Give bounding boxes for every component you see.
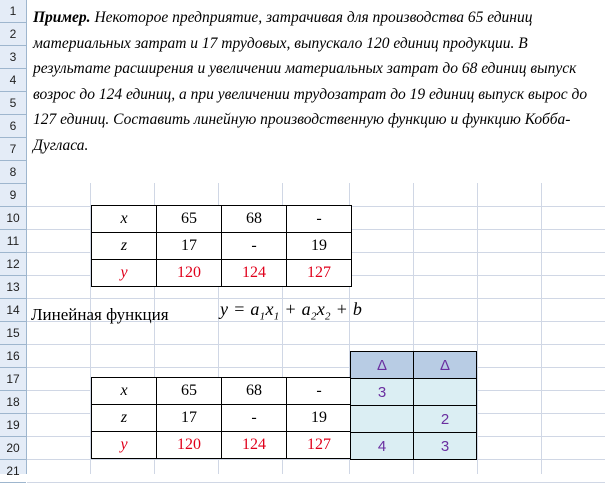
label-x[interactable]: x bbox=[92, 378, 157, 405]
grid-line bbox=[27, 344, 605, 345]
delta-cell[interactable]: 2 bbox=[414, 406, 477, 433]
cell-y-1[interactable]: 120 bbox=[157, 260, 222, 287]
row-header-21[interactable]: 21 bbox=[0, 460, 26, 483]
problem-statement-cell[interactable] bbox=[27, 0, 605, 183]
cell-x-1[interactable]: 65 bbox=[157, 206, 222, 233]
cell-y-1[interactable]: 120 bbox=[157, 432, 222, 459]
delta-cell[interactable] bbox=[351, 406, 414, 433]
cell-y-2[interactable]: 124 bbox=[222, 432, 287, 459]
row-header-17[interactable]: 17 bbox=[0, 368, 26, 391]
row-header-5[interactable]: 5 bbox=[0, 92, 26, 115]
cell-z-1[interactable]: 17 bbox=[157, 233, 222, 260]
values-table-2 bbox=[91, 377, 352, 459]
row-header-2[interactable]: 2 bbox=[0, 23, 26, 46]
problem-body: Некоторое предприятие, затрачивая для производства 65 единиц материальных затрат и 17 трудовых, выпускало 120 единиц продукции. В результате расширения и увеличении материальных затрат до 68 единиц выпуск возрос до 124 единиц, а при увеличении трудозатрат до 19 единиц выпуск вырос до 127 единиц. Составить линейную производственную функцию и функцию Кобба-Дугласа. bbox=[33, 9, 588, 154]
linear-formula: $y = a_1x_1 + a_2x_2 + b$ bbox=[220, 299, 363, 323]
cell-x-3[interactable]: - bbox=[287, 378, 352, 405]
delta-cell[interactable] bbox=[414, 379, 477, 406]
cell-x-2[interactable]: 68 bbox=[222, 206, 287, 233]
row-header-9[interactable]: 9 bbox=[0, 184, 26, 207]
delta-cell[interactable]: 4 bbox=[351, 433, 414, 460]
row-header-14[interactable]: 14 bbox=[0, 299, 26, 322]
delta-cell[interactable]: 3 bbox=[414, 433, 477, 460]
cell-z-1[interactable]: 17 bbox=[157, 405, 222, 432]
row-header-column bbox=[0, 0, 27, 478]
label-x[interactable]: x bbox=[92, 206, 157, 233]
row-header-18[interactable]: 18 bbox=[0, 391, 26, 414]
cell-y-3[interactable]: 127 bbox=[287, 432, 352, 459]
row-header-15[interactable]: 15 bbox=[0, 322, 26, 345]
problem-text bbox=[33, 5, 598, 159]
row-header-20[interactable]: 20 bbox=[0, 437, 26, 460]
cell-z-3[interactable]: 19 bbox=[287, 405, 352, 432]
row-header-13[interactable]: 13 bbox=[0, 276, 26, 299]
grid-line bbox=[27, 459, 605, 460]
grid-line bbox=[477, 183, 478, 474]
cell-z-2[interactable]: - bbox=[222, 405, 287, 432]
cell-y-3[interactable]: 127 bbox=[287, 260, 352, 287]
delta-header-2[interactable]: Δ bbox=[414, 352, 477, 379]
row-header-6[interactable]: 6 bbox=[0, 115, 26, 138]
grid-line bbox=[541, 183, 542, 474]
worksheet-grid bbox=[27, 0, 605, 474]
delta-cell[interactable]: 3 bbox=[351, 379, 414, 406]
label-z[interactable]: z bbox=[92, 233, 157, 260]
row-header-11[interactable]: 11 bbox=[0, 230, 26, 253]
values-table-1 bbox=[91, 205, 352, 287]
cell-x-2[interactable]: 68 bbox=[222, 378, 287, 405]
label-z[interactable]: z bbox=[92, 405, 157, 432]
linear-function-label[interactable]: Линейная функция bbox=[31, 305, 169, 324]
row-header-7[interactable]: 7 bbox=[0, 138, 26, 161]
row-header-12[interactable]: 12 bbox=[0, 253, 26, 276]
delta-table bbox=[350, 351, 477, 460]
row-header-10[interactable]: 10 bbox=[0, 207, 26, 230]
cell-z-2[interactable]: - bbox=[222, 233, 287, 260]
cell-y-2[interactable]: 124 bbox=[222, 260, 287, 287]
cell-x-3[interactable]: - bbox=[287, 206, 352, 233]
grid-line bbox=[27, 367, 605, 368]
row-header-16[interactable]: 16 bbox=[0, 345, 26, 368]
row-header-3[interactable]: 3 bbox=[0, 46, 26, 69]
label-y[interactable]: y bbox=[92, 260, 157, 287]
cell-x-1[interactable]: 65 bbox=[157, 378, 222, 405]
cell-z-3[interactable]: 19 bbox=[287, 233, 352, 260]
row-header-1[interactable]: 1 bbox=[0, 0, 26, 23]
problem-bold-label: Пример. bbox=[33, 9, 91, 26]
row-header-8[interactable]: 8 bbox=[0, 161, 26, 184]
row-header-19[interactable]: 19 bbox=[0, 414, 26, 437]
delta-header-1[interactable]: Δ bbox=[351, 352, 414, 379]
label-y[interactable]: y bbox=[92, 432, 157, 459]
row-header-4[interactable]: 4 bbox=[0, 69, 26, 92]
